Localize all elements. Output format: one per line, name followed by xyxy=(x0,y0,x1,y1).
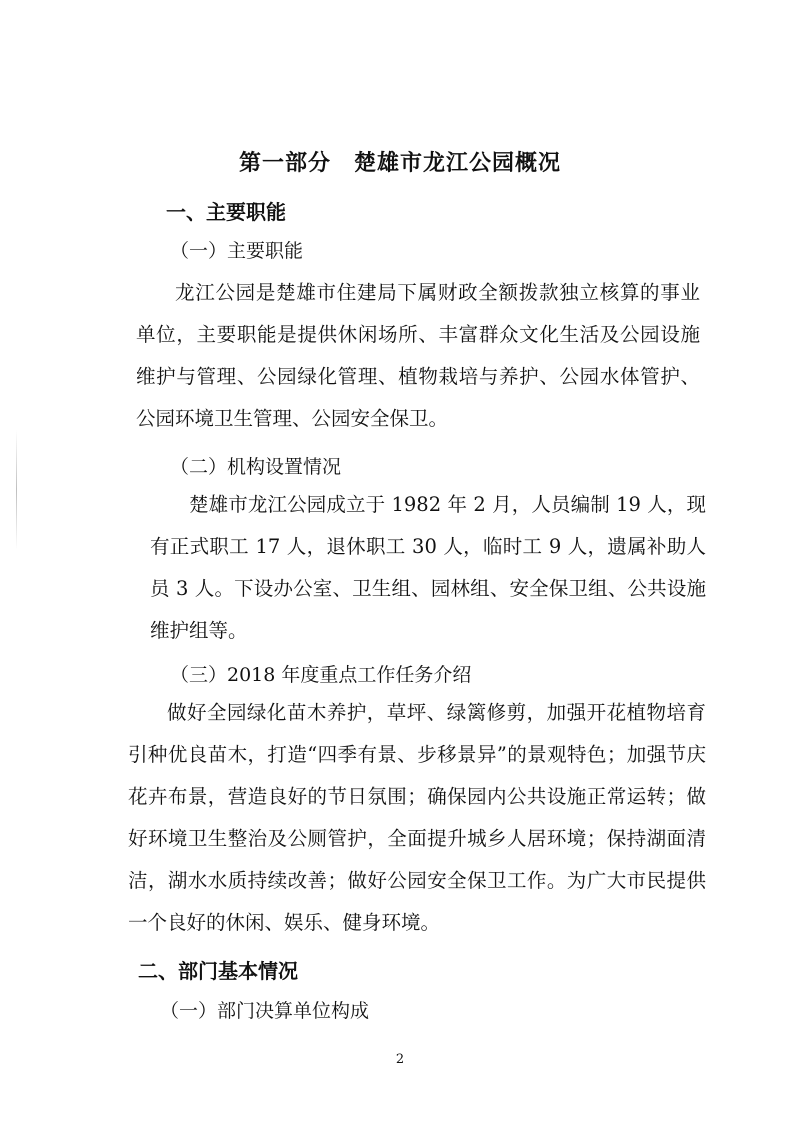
subsection-heading-organization: （二）机构设置情况 xyxy=(170,456,342,478)
paragraph-key-tasks: 做好全园绿化苗木养护，草坪、绿篱修剪，加强开花植物培育引种优良苗木，打造“四季有景、步移景异”的景观特色；加强节庆花卉布景，营造良好的节日氛围；确保园内公共设施正常运转；做好环境卫生整治及公厕管护，全面提升城乡人居环境；保持湖面清洁，湖水水质持续改善；做好公园安全保卫工作。为广大市民提供一个良好的休闲、娱乐、健身环境。 xyxy=(128,701,706,934)
subsection-heading-unit-composition: （一）部门决算单位构成 xyxy=(160,1000,370,1022)
paragraph-organization: 楚雄市龙江公园成立于 1982 年 2 月，人员编制 19 人，现有正式职工 17 人，退休职工 30 人，临时工 9 人，遗属补助人员 3 人。下设办公室、卫生组、园林组、安全保卫组、公共设施维护组等。 xyxy=(150,493,706,642)
section-heading-main-functions: 一、主要职能 xyxy=(166,200,286,224)
section-heading-basic-info: 二、部门基本情况 xyxy=(138,959,298,983)
page-number: 2 xyxy=(395,1052,405,1067)
subsection-heading-main-functions: （一）主要职能 xyxy=(170,240,304,262)
scan-edge-mark xyxy=(16,430,17,550)
page-title: 第一部分 楚雄市龙江公园概况 xyxy=(238,151,561,176)
paragraph-main-functions: 龙江公园是楚雄市住建局下属财政全额拨款独立核算的事业单位，主要职能是提供休闲场所、丰富群众文化生活及公园设施维护与管理、公园绿化管理、植物栽培与养护、公园水体管护、公园环境卫生管理、公园安全保卫。 xyxy=(136,281,700,430)
subsection-heading-key-tasks: （三）2018 年度重点工作任务介绍 xyxy=(170,664,472,686)
